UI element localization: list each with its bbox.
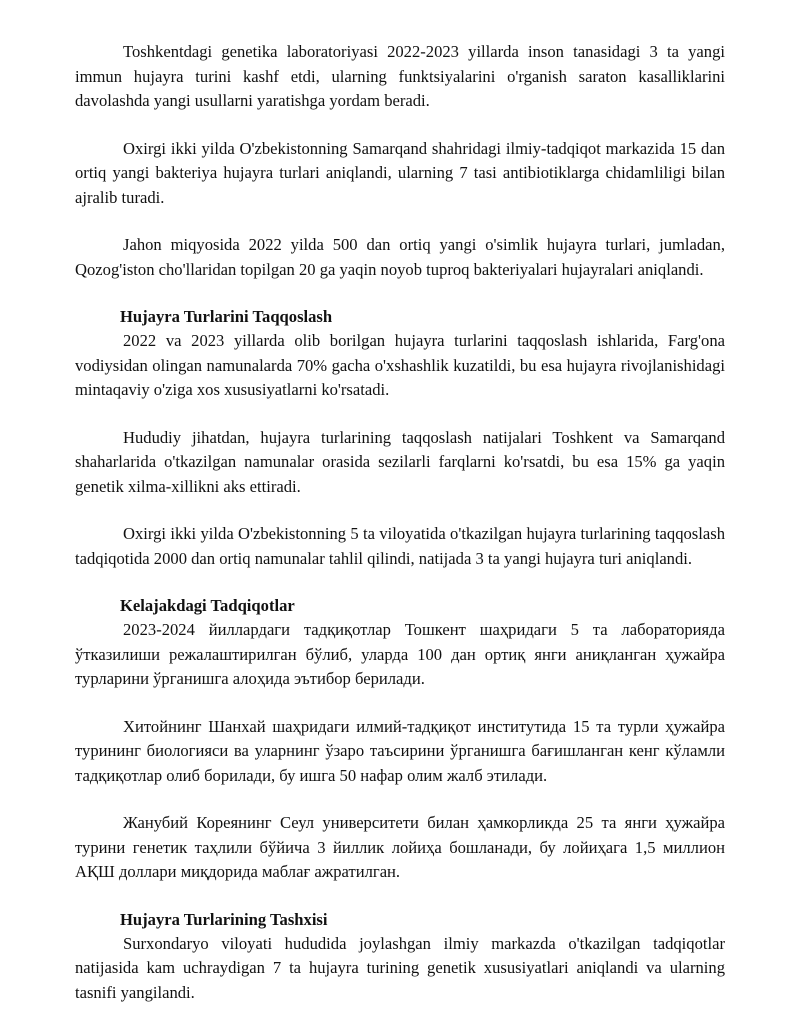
intro-paragraph-1: Toshkentdagi genetika laboratoriyasi 2022-2023 yillarda inson tanasidagi 3 ta yangi immun hujayra turini kashf etdi, ularning funktsiyalarini o'rganish saraton kasalliklarini davolashda yangi usullarni yaratishga yordam beradi. xyxy=(75,42,725,110)
comparison-paragraph-3: Oxirgi ikki yilda O'zbekistonning 5 ta viloyatida o'tkazilgan hujayra turlarining taqqoslash tadqiqotida 2000 dan ortiq namunalar tahlil qilindi, natijada 3 ta yangi hujayra turi aniqlandi. xyxy=(75,524,725,568)
document-page xyxy=(75,40,725,1028)
section-heading-future-research: Kelajakdagi Tadqiqotlar xyxy=(120,596,295,615)
comparison-paragraph-2: Hududiy jihatdan, hujayra turlarining taqqoslash natijalari Toshkent va Samarqand shaharlarida o'tkazilgan namunalar orasida sezilarli farqlarni ko'rsatdi, bu esa 15% ga yaqin genetik xilma-xillikni aks ettiradi. xyxy=(75,427,725,496)
future-research-paragraph-1: 2023-2024 йиллардаги тадқиқотлар Тошкент шаҳридаги 5 та лабораторияда ўтказилиши режалаштирилган бўлиб, уларда 100 дан ортиқ янги аниқланган ҳужайра турларини ўрганишга алоҳида эътибор берилади. xyxy=(75,620,725,688)
section-heading-diagnosis: Hujayra Turlarining Tashxisi xyxy=(120,909,328,929)
diagnosis-paragraph-1: Surxondaryo viloyati hududida joylashgan ilmiy markazda o'tkazilgan tadqiqotlar natijasida kam uchraydigan 7 ta hujayra turining genetik xususiyatlari aniqlandi va ularning tasnifi yangilandi. xyxy=(75,933,725,1002)
future-research-paragraph-2: Хитойнинг Шанхай шаҳридаги илмий-тадқиқот институтида 15 та турли ҳужайра турининг биологияси ва уларнинг ўзаро таъсирини ўрганишга бағишланган кенг кўламли тадқиқотлар олиб борилади, бу ишга 50 нафар олим жалб этилади. xyxy=(75,716,725,785)
intro-paragraph-3: Jahon miqyosida 2022 yilda 500 dan ortiq yangi o'simlik hujayra turlari, jumladan, Qozog'iston cho'llaridan topilgan 20 ga yaqin noyob tuproq bakteriyalari hujayralari aniqlandi. xyxy=(75,235,725,279)
future-research-paragraph-3: Жанубий Кореянинг Сеул университети билан ҳамкорликда 25 та янги ҳужайра турини генетик таҳлили бўйича 3 йиллик лойиҳа бошланади, бу лойиҳага 1,5 миллион АҚШ доллари миқдорида маблағ ажратилган. xyxy=(75,813,725,881)
section-heading-comparison: Hujayra Turlarini Taqqoslash xyxy=(120,307,333,326)
comparison-paragraph-1: 2022 va 2023 yillarda olib borilgan hujayra turlarini taqqoslash ishlarida, Farg'ona vodiysidan olingan namunalarda 70% gacha o'xshashlik kuzatildi, bu esa hujayra rivojlanishidagi mintaqaviy o'ziga xos xususiyatlarni ko'rsatadi. xyxy=(75,331,725,399)
intro-paragraph-2: Oxirgi ikki yilda O'zbekistonning Samarqand shahridagi ilmiy-tadqiqot markazida 15 dan ortiq yangi bakteriya hujayra turlari aniqlandi, ularning 7 tasi antibiotiklarga chidamliligi bilan ajralib turadi. xyxy=(75,138,725,207)
